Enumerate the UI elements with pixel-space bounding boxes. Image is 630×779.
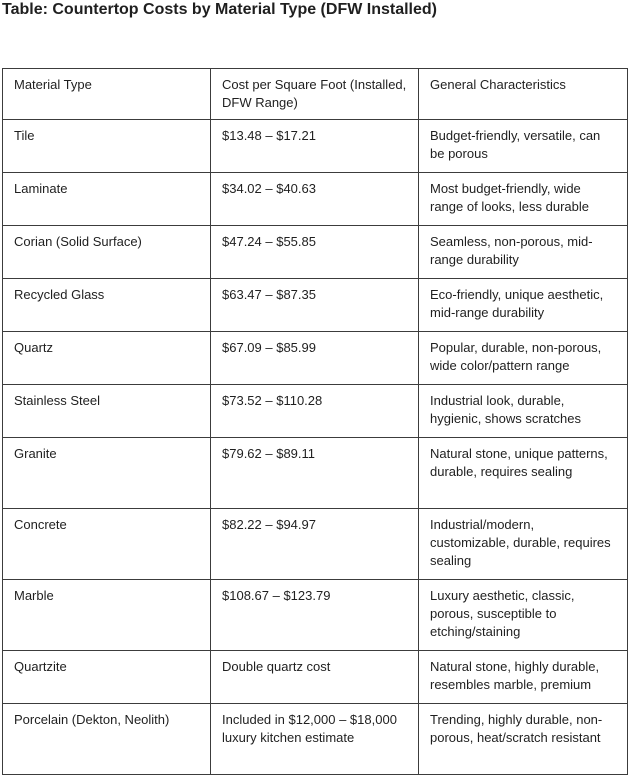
table-header-row — [3, 69, 628, 120]
cost-cell: $73.52 – $110.28 — [211, 385, 419, 438]
cost-cell: $82.22 – $94.97 — [211, 509, 419, 580]
characteristics-cell: Natural stone, highly durable, resembles marble, premium — [419, 651, 628, 704]
cost-cell: Included in $12,000 – $18,000 luxury kitchen estimate — [211, 704, 419, 775]
cost-cell: Double quartz cost — [211, 651, 419, 704]
characteristics-cell: Industrial/modern, customizable, durable, requires sealing — [419, 509, 628, 580]
characteristics-cell: Luxury aesthetic, classic, porous, susceptible to etching/staining — [419, 580, 628, 651]
header-cost-per-sqft: Cost per Square Foot (Installed, DFW Range) — [211, 69, 419, 120]
cost-cell: $13.48 – $17.21 — [211, 120, 419, 173]
material-cell: Recycled Glass — [3, 279, 211, 332]
material-cell: Quartz — [3, 332, 211, 385]
table-row — [3, 580, 628, 651]
characteristics-cell: Trending, highly durable, non-porous, heat/scratch resistant — [419, 704, 628, 775]
cost-cell: $79.62 – $89.11 — [211, 438, 419, 509]
cost-cell: $63.47 – $87.35 — [211, 279, 419, 332]
table-row — [3, 120, 628, 173]
table-row — [3, 332, 628, 385]
table-row — [3, 226, 628, 279]
characteristics-cell: Popular, durable, non-porous, wide color/pattern range — [419, 332, 628, 385]
material-cell: Laminate — [3, 173, 211, 226]
material-cell: Tile — [3, 120, 211, 173]
characteristics-cell: Eco-friendly, unique aesthetic, mid-range durability — [419, 279, 628, 332]
cost-cell: $47.24 – $55.85 — [211, 226, 419, 279]
table-row — [3, 279, 628, 332]
cost-cell: $67.09 – $85.99 — [211, 332, 419, 385]
characteristics-cell: Most budget-friendly, wide range of looks, less durable — [419, 173, 628, 226]
table-title: Table: Countertop Costs by Material Type (DFW Installed) — [2, 1, 437, 18]
table-row — [3, 651, 628, 704]
table-row — [3, 173, 628, 226]
material-cell: Concrete — [3, 509, 211, 580]
table-row — [3, 704, 628, 775]
header-general-characteristics: General Characteristics — [419, 69, 628, 120]
material-cell: Stainless Steel — [3, 385, 211, 438]
table-row — [3, 509, 628, 580]
material-cell: Porcelain (Dekton, Neolith) — [3, 704, 211, 775]
cost-cell: $108.67 – $123.79 — [211, 580, 419, 651]
material-cell: Granite — [3, 438, 211, 509]
table-row — [3, 385, 628, 438]
table-row — [3, 438, 628, 509]
material-cell: Quartzite — [3, 651, 211, 704]
characteristics-cell: Seamless, non-porous, mid-range durability — [419, 226, 628, 279]
characteristics-cell: Industrial look, durable, hygienic, shows scratches — [419, 385, 628, 438]
header-material-type: Material Type — [3, 69, 211, 120]
characteristics-cell: Natural stone, unique patterns, durable, requires sealing — [419, 438, 628, 509]
material-cell: Marble — [3, 580, 211, 651]
cost-cell: $34.02 – $40.63 — [211, 173, 419, 226]
countertop-costs-table — [2, 68, 628, 775]
characteristics-cell: Budget-friendly, versatile, can be porous — [419, 120, 628, 173]
material-cell: Corian (Solid Surface) — [3, 226, 211, 279]
